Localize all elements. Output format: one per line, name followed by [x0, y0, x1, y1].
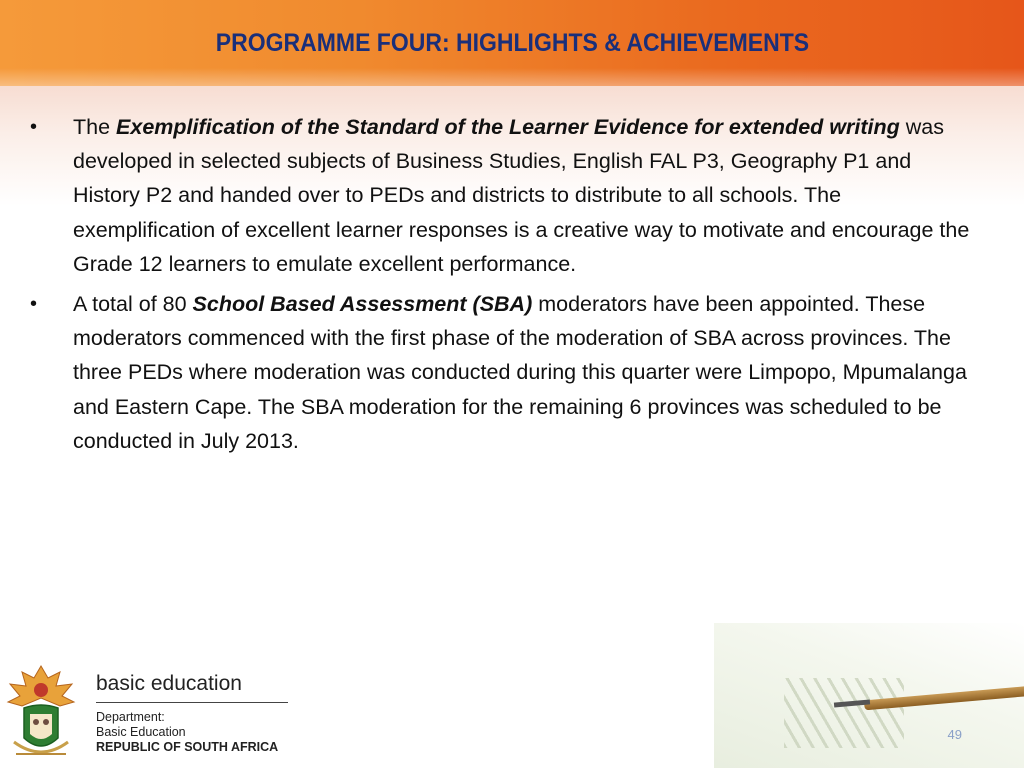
dept-line: Basic Education	[96, 725, 186, 739]
bullet-item	[30, 110, 970, 281]
bullet-dot-icon: •	[30, 293, 38, 316]
bullet-suffix: moderators have been appointed. These moderators commenced with the first phase of the moderation of SBA across provinces. The three PEDs where moderation was conducted during this quarter were Limpopo, Mpumalanga and Eastern Cape. The SBA moderation for the remaining 6 provinces was scheduled to be conducted in July 2013.	[73, 292, 967, 453]
brand-divider	[96, 702, 288, 703]
header-bar	[0, 0, 1024, 86]
notebook-rings	[784, 678, 904, 748]
department-label	[96, 710, 278, 755]
slide-title: PROGRAMME FOUR: HIGHLIGHTS & ACHIEVEMENTS	[215, 28, 809, 57]
bullet-emphasis: Exemplification of the Standard of the Learner Evidence for extended writing	[116, 115, 900, 139]
bullet-item	[30, 287, 970, 458]
footer-logo	[0, 658, 300, 768]
bullet-prefix: A total of 80	[73, 292, 193, 317]
bullet-dot-icon: •	[30, 116, 38, 138]
country-line: REPUBLIC OF SOUTH AFRICA	[96, 740, 279, 754]
bullet-text	[73, 287, 970, 458]
bullet-emphasis: School Based Assessment (SBA)	[192, 292, 533, 317]
bullet-text	[73, 110, 970, 281]
brand-name: basic education	[96, 672, 242, 695]
page-number: 49	[947, 727, 962, 742]
slide-body	[30, 110, 970, 464]
bullet-suffix: was developed in selected subjects of Business Studies, English FAL P3, Geography P1 and History P2 and handed over to PEDs and districts to distribute to all schools. The exemplification of excellent learner responses is a creative way to motivate and encourage the Grade 12 learners to emulate excellent performance.	[73, 115, 970, 276]
bullet-prefix: The	[73, 115, 117, 139]
coat-of-arms-icon	[4, 662, 78, 766]
pen-and-notebook-icon	[714, 623, 1024, 768]
dept-line: Department:	[96, 710, 165, 724]
